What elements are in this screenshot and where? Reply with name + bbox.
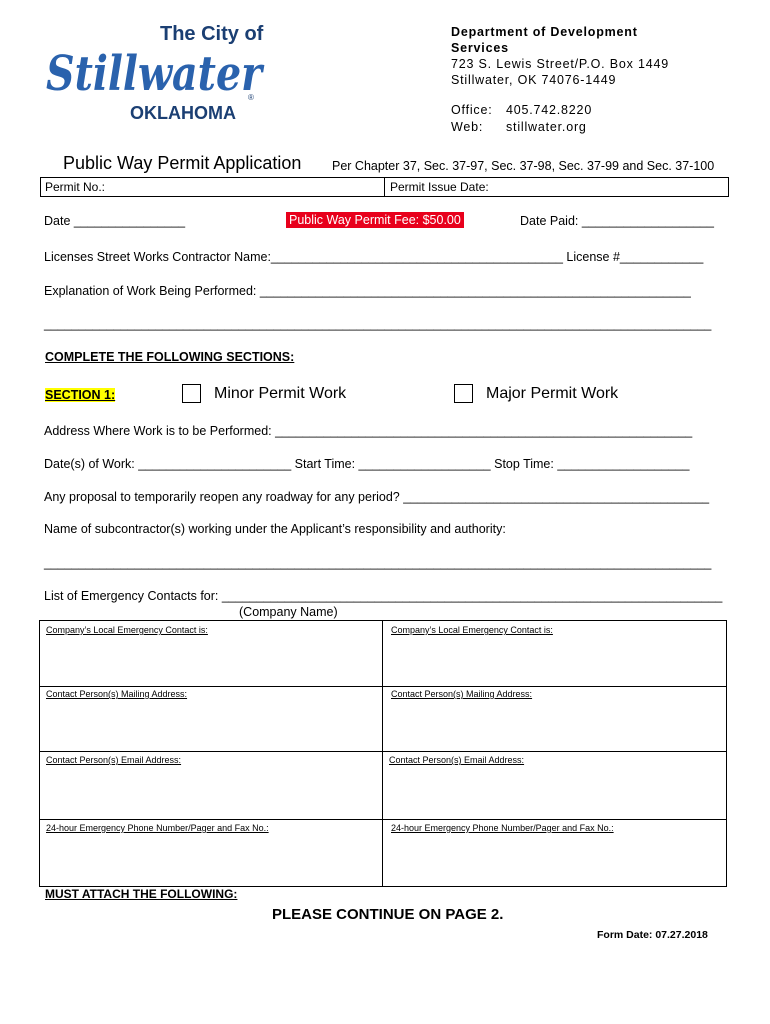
contact-block <box>451 102 592 136</box>
logo-line3: OKLAHOMA <box>130 103 236 123</box>
work-address-field[interactable]: Address Where Work is to be Performed: ____________________________________________________________ <box>44 424 693 438</box>
department-name-line1: Department of Development <box>451 25 638 39</box>
must-attach-heading: MUST ATTACH THE FOLLOWING: <box>45 887 238 901</box>
grid-column-divider <box>382 621 383 886</box>
grid-row-divider <box>40 819 726 820</box>
permit-row-divider <box>384 178 385 196</box>
grid-row-divider <box>40 751 726 752</box>
grid-row-divider <box>40 686 726 687</box>
major-permit-label: Major Permit Work <box>486 385 619 402</box>
form-date: Form Date: 07.27.2018 <box>597 929 708 941</box>
contractor-name-field[interactable]: Licenses Street Works Contractor Name:__________________________________________ License #____________ <box>44 250 704 264</box>
subcontractor-field[interactable]: ________________________________________________________________________________________________ <box>44 556 712 570</box>
department-address-line1: 723 S. Lewis Street/P.O. Box 1449 <box>451 57 669 71</box>
grid-cell-right-phone[interactable]: 24-hour Emergency Phone Number/Pager and Fax No.: <box>391 823 614 833</box>
roadway-reopen-field[interactable]: Any proposal to temporarily reopen any roadway for any period? ____________________________________________ <box>44 490 710 504</box>
grid-cell-left-phone[interactable]: 24-hour Emergency Phone Number/Pager and Fax No.: <box>46 823 269 833</box>
continue-note: PLEASE CONTINUE ON PAGE 2. <box>272 906 504 923</box>
grid-cell-right-email[interactable]: Contact Person(s) Email Address: <box>389 755 525 765</box>
major-permit-checkbox[interactable] <box>454 384 473 403</box>
logo-registered-mark: ® <box>248 93 254 102</box>
department-address-line2: Stillwater, OK 74076-1449 <box>451 73 617 87</box>
date-field[interactable]: Date ________________ <box>44 214 186 228</box>
minor-permit-checkbox[interactable] <box>182 384 201 403</box>
subcontractor-label: Name of subcontractor(s) working under the Applicant’s responsibility and authority: <box>44 522 506 536</box>
emergency-contact-grid <box>39 620 727 887</box>
permit-number-field[interactable]: Permit No.: <box>45 180 106 194</box>
grid-cell-right-contact[interactable]: Company’s Local Emergency Contact is: <box>391 625 553 635</box>
office-phone: 405.742.8220 <box>506 103 593 117</box>
grid-cell-left-mailing[interactable]: Contact Person(s) Mailing Address: <box>46 689 188 699</box>
emergency-company-field[interactable]: List of Emergency Contacts for: ________________________________________________________________________ <box>44 589 723 603</box>
permit-fee-badge: Public Way Permit Fee: $50.00 <box>286 212 464 228</box>
complete-sections-heading: COMPLETE THE FOLLOWING SECTIONS: <box>45 350 295 364</box>
logo-line2: Stillwater <box>46 46 266 102</box>
stillwater-logo-graphic <box>42 18 267 124</box>
grid-cell-left-email[interactable]: Contact Person(s) Email Address: <box>46 755 182 765</box>
department-block <box>451 24 669 88</box>
web-label: Web: <box>451 120 484 134</box>
city-logo <box>42 18 267 124</box>
date-paid-field[interactable]: Date Paid: ___________________ <box>520 214 714 228</box>
section1-label: SECTION 1: <box>45 388 116 402</box>
grid-cell-left-contact[interactable]: Company’s Local Emergency Contact is: <box>46 625 208 635</box>
work-explanation-field[interactable]: Explanation of Work Being Performed: ______________________________________________________________ <box>44 284 691 298</box>
office-label: Office: <box>451 103 493 117</box>
form-title: Public Way Permit Application <box>63 153 302 173</box>
company-name-caption: (Company Name) <box>239 605 338 619</box>
grid-cell-right-mailing[interactable]: Contact Person(s) Mailing Address: <box>391 689 533 699</box>
minor-permit-label: Minor Permit Work <box>214 385 347 402</box>
work-dates-times-field[interactable]: Date(s) of Work: ______________________ Start Time: ___________________ Stop Time: ___________________ <box>44 457 690 471</box>
work-explanation-continued-field[interactable]: ________________________________________________________________________________________________ <box>44 317 712 331</box>
permit-issue-date-field[interactable]: Permit Issue Date: <box>390 180 489 194</box>
web-link[interactable]: stillwater.org <box>506 120 587 134</box>
logo-line1: The City of <box>160 23 264 45</box>
permit-info-row <box>40 177 729 197</box>
chapter-reference: Per Chapter 37, Sec. 37-97, Sec. 37-98, Sec. 37-99 and Sec. 37-100 <box>332 159 715 173</box>
department-name-line2: Services <box>451 41 509 55</box>
